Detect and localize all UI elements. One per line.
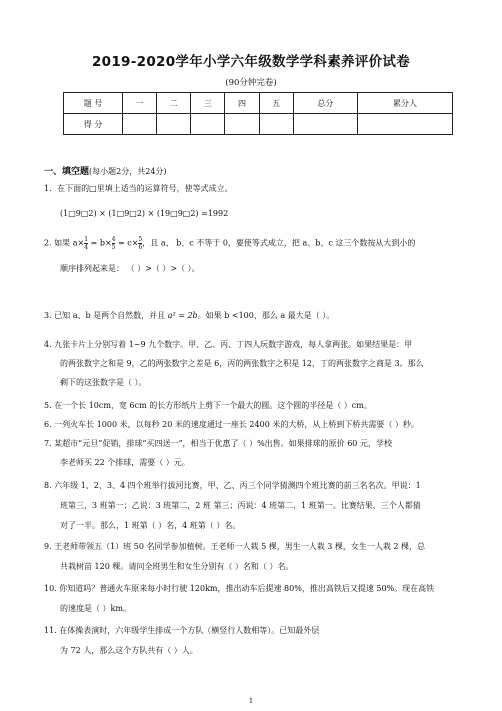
question-5: 5. 在一个长 10cm，宽 6cm 的长方形纸片上剪下一个最大的圆。这个圆的半径是（ ）cm。 bbox=[44, 401, 372, 410]
fraction-numerator: 4 bbox=[111, 236, 116, 243]
question-7-line-1: 7. 某超市“元旦”促销，排球“买四送一”，相当于优惠了（ ）%出售。如果排球的原价 60 元，学校 bbox=[44, 439, 392, 448]
score-cell bbox=[191, 114, 225, 135]
question-10-line-1: 10. 你知道吗？普通火车原来每小时行驶 120km，推出动车后提速 80%，推出高铁后又提速 50%。现在高铁 bbox=[44, 584, 435, 593]
score-cell bbox=[358, 114, 453, 135]
question-3-formula: a² = 2b bbox=[167, 311, 198, 320]
question-8-line-2: 班第三，3 班第一；乙说：3 班第二，2 班 第三；丙说：4 班第二，1 班第一。比赛结果，三个人都猜 bbox=[60, 501, 421, 510]
score-header-cell: 一 bbox=[123, 93, 157, 114]
score-header-cell: 累分人 bbox=[358, 93, 453, 114]
question-9-line-1: 9. 王老师带领五（1）班 50 名同学参加植树。王老师一人栽 5 棵，男生一人栽 3 棵，女生一人栽 2 棵，总 bbox=[44, 542, 426, 551]
section-title: 一、填空题 bbox=[44, 167, 90, 177]
question-7-line-2: 李老师买 22 个排球，需要（ ）元。 bbox=[60, 458, 190, 467]
score-cell bbox=[259, 114, 293, 135]
question-4-line-1: 4. 九张卡片上分别写着 1~9 九个数字。甲、乙、丙、丁四人玩数字游戏，每人拿两张。如果结果是：甲 bbox=[44, 340, 413, 349]
question-2-text-c: = c× bbox=[115, 238, 139, 248]
question-4-line-2: 的两张数字之和是 9，乙的两张数字之差是 6，丙的两张数字之积是 12，丁的两张数字之商是 3。那么 bbox=[60, 359, 424, 368]
section-heading bbox=[44, 164, 167, 177]
question-2-text-b: = b× bbox=[88, 238, 112, 248]
score-cell bbox=[157, 114, 191, 135]
score-table-header-row bbox=[64, 93, 453, 114]
fraction-denominator: 5 bbox=[111, 244, 116, 251]
score-header-cell: 五 bbox=[259, 93, 293, 114]
question-8-line-1: 8. 六年级 1、2、3、4 四个班举行拔河比赛，甲、乙、丙三个同学猜测四个班比赛的前三名名次。甲说：1 bbox=[44, 481, 421, 490]
question-6: 6. 一列火车长 1000 米，以每秒 20 米的速度通过一座长 2400 米的大桥，从上桥到下桥共需要（ ）秒。 bbox=[44, 420, 419, 429]
score-header-cell: 三 bbox=[191, 93, 225, 114]
page-title: 2019-2020学年小学六年级数学学科素养评价试卷 bbox=[91, 54, 411, 70]
question-2-line-1 bbox=[44, 236, 415, 251]
fraction-numerator: 1 bbox=[84, 236, 89, 243]
question-2-line-2: 顺序排列起来是： （ ）>（ ）>（ ）。 bbox=[60, 264, 200, 273]
score-cell bbox=[123, 114, 157, 135]
question-2-text-d: ，且 a、 b、c 不等于 0，要使等式成立，把 a、b、c 这三个数按从大到小的 bbox=[142, 238, 416, 248]
question-11-line-2: 为 72 人，那么这个方队共有（ ）人。 bbox=[60, 646, 198, 655]
fraction-numerator: 5 bbox=[138, 236, 143, 243]
fraction-denominator: 6 bbox=[138, 244, 143, 251]
fraction-denominator: 4 bbox=[84, 244, 89, 251]
question-4-line-3: 剩下的这张数字是（ ）。 bbox=[60, 378, 147, 387]
score-header-cell: 题 号 bbox=[64, 93, 123, 114]
score-header-cell: 总分 bbox=[293, 93, 357, 114]
question-3-text-a: 3. 已知 a、b 是两个自然数，并且 bbox=[44, 311, 166, 320]
score-row-label: 得 分 bbox=[64, 114, 123, 135]
question-9-line-2: 共栽树苗 120 棵。请问全班男生和女生分别有（ ）名和（ ）名。 bbox=[60, 562, 294, 571]
question-1-equation: (1□9□2) × (1□9□2) × (19□9□2) =1992 bbox=[60, 209, 229, 218]
question-11-line-1: 11. 在体操表演时，六年级学生排成一个方队（横竖行人数相等）。已知最外层 bbox=[44, 626, 320, 635]
score-table bbox=[63, 92, 453, 135]
score-table-score-row bbox=[64, 114, 453, 135]
question-8-line-3: 对了一半。那么，1 班第（ ）名，4 班第（ ）名。 bbox=[60, 521, 241, 530]
score-header-cell: 二 bbox=[157, 93, 191, 114]
score-header-cell: 四 bbox=[225, 93, 259, 114]
section-note: (每小题2分，共24分) bbox=[89, 167, 167, 176]
page-subtitle: (90分钟完卷) bbox=[225, 78, 277, 88]
page-number: 1 bbox=[248, 697, 254, 705]
score-cell bbox=[225, 114, 259, 135]
score-cell bbox=[293, 114, 357, 135]
question-1-line-1: 1．在下面的□里填上适当的运算符号，使等式成立。 bbox=[44, 184, 233, 193]
question-2-text-a: 2. 如果 a× bbox=[44, 238, 85, 248]
question-3 bbox=[44, 310, 334, 322]
question-10-line-2: 的速度是（ ）km。 bbox=[60, 604, 131, 613]
question-3-text-b: 。如果 b <100，那么 a 最大是（ ）。 bbox=[197, 311, 335, 320]
